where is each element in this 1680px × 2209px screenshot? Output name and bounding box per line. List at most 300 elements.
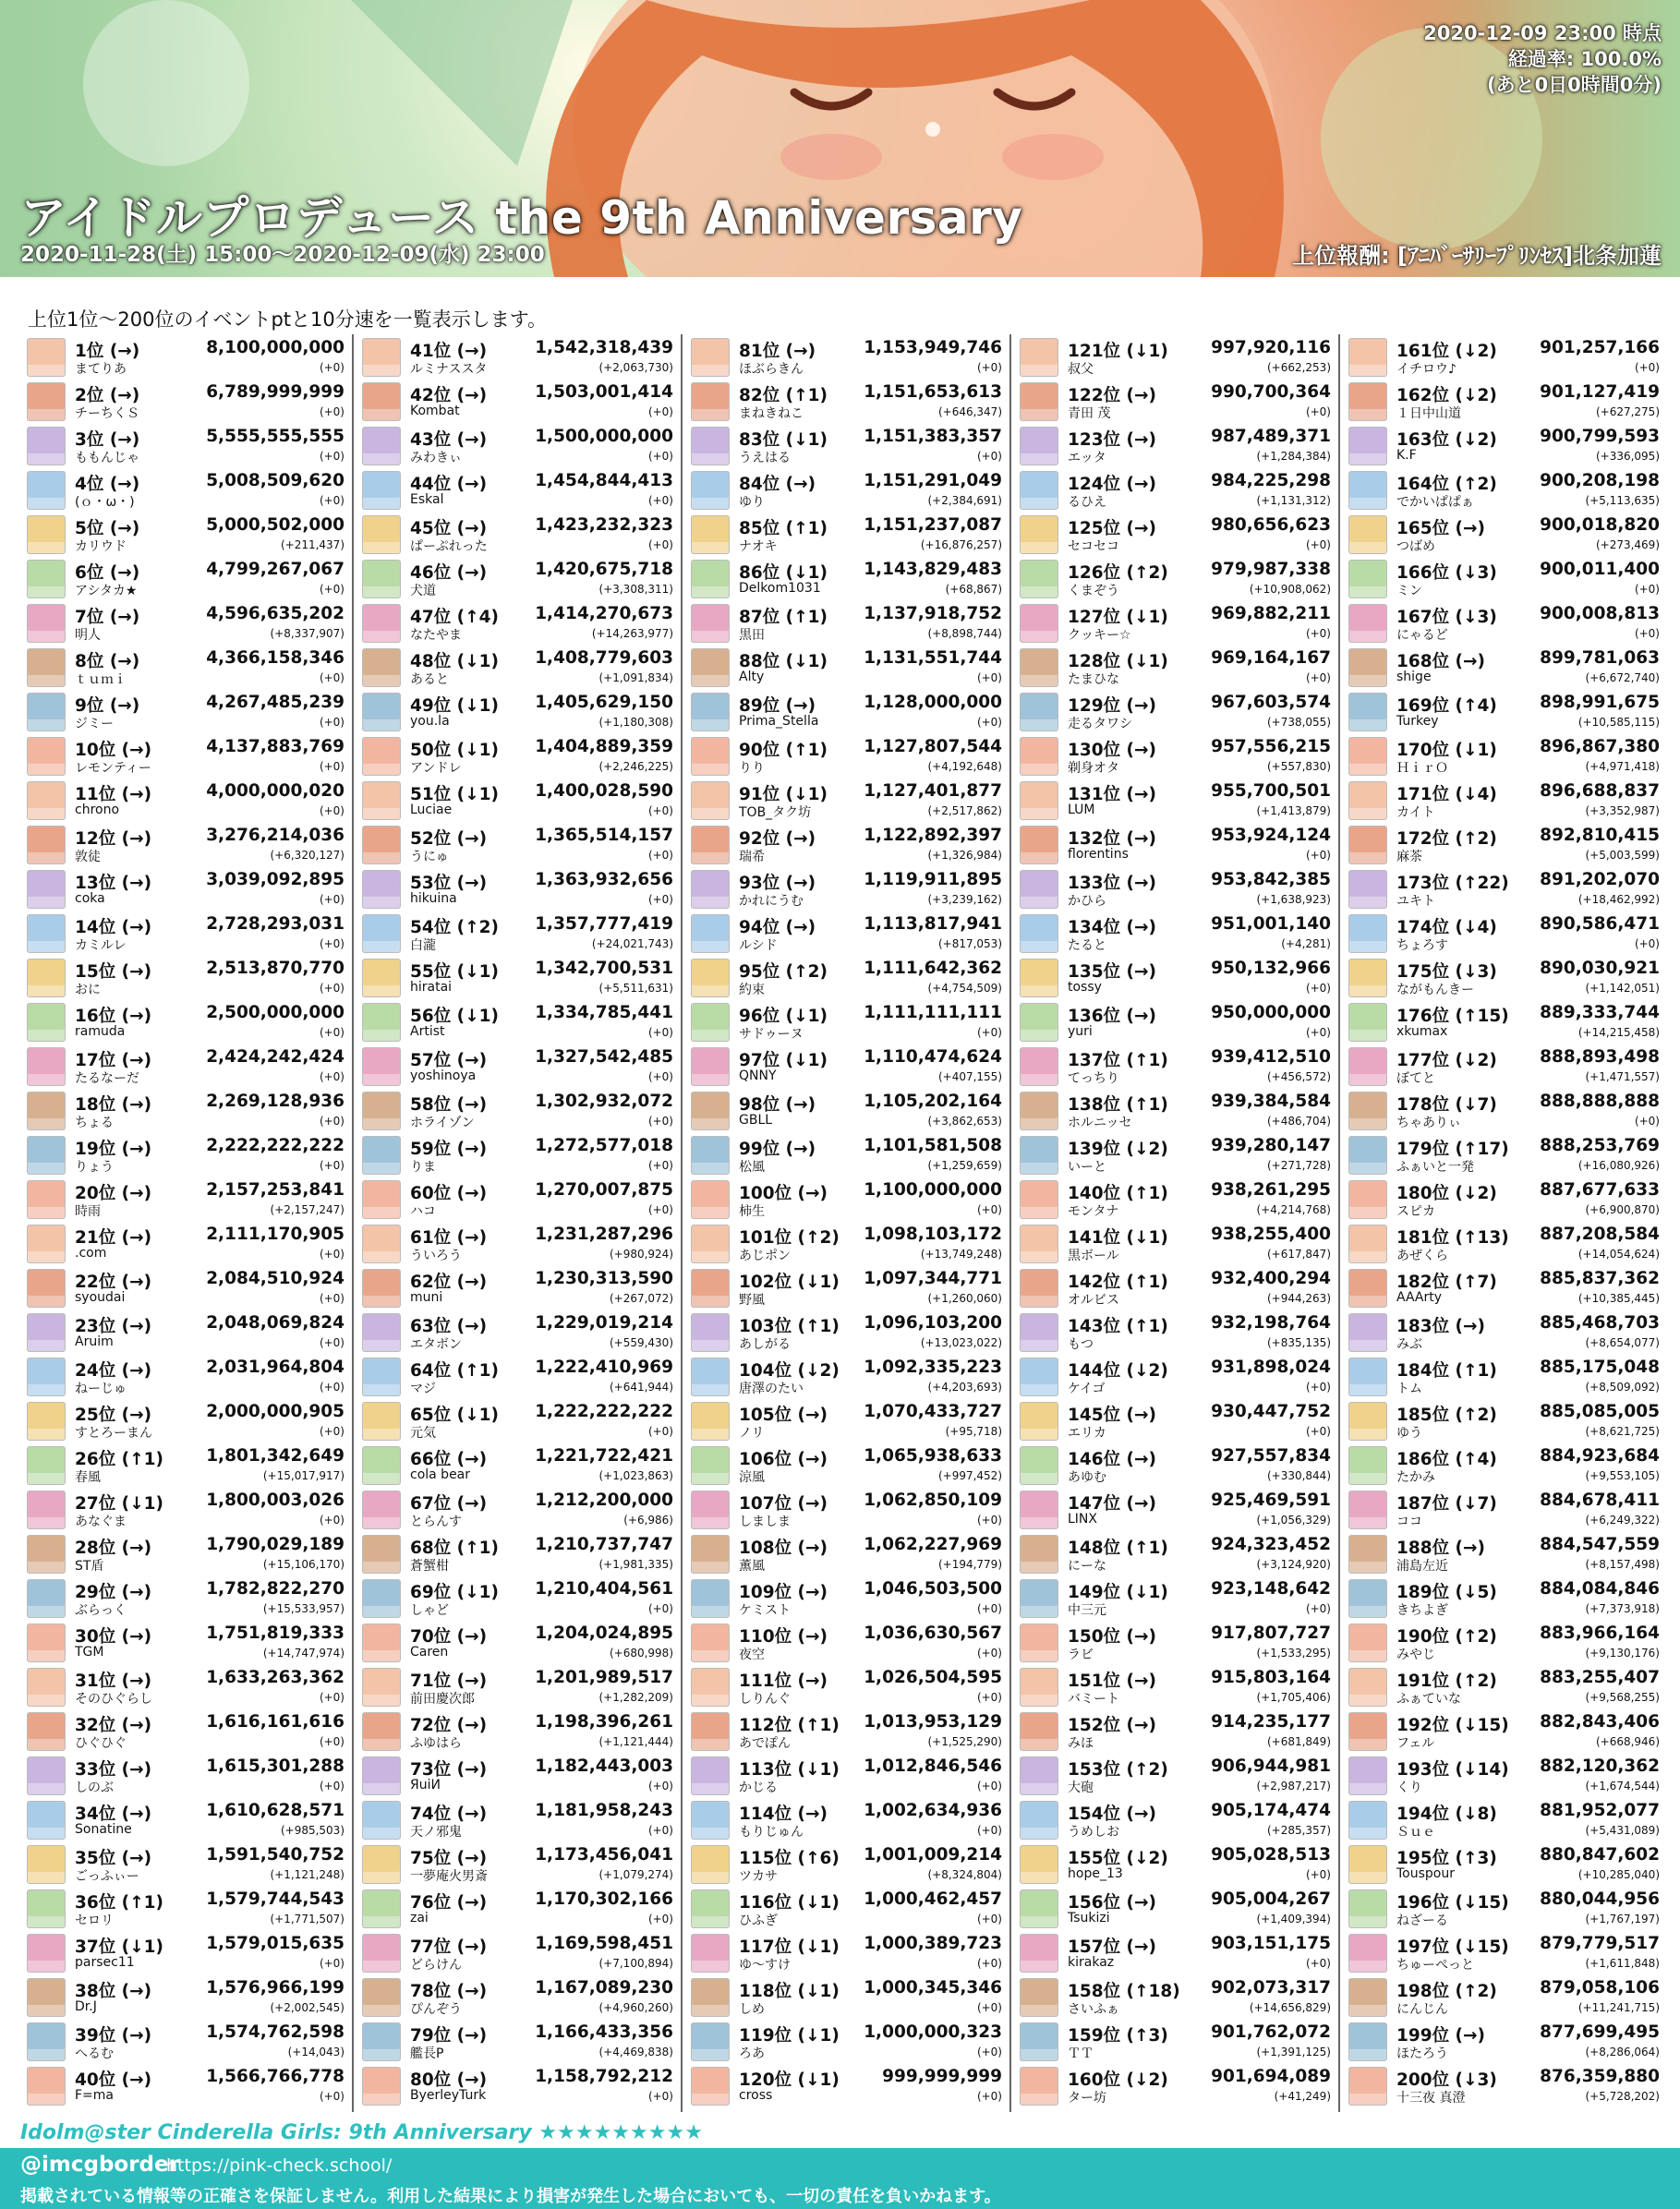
producer-name: 元気 — [410, 1426, 436, 1441]
rank-label: 142位 (↑1) — [1068, 1273, 1168, 1292]
event-points: 1,302,932,072 — [535, 1092, 673, 1111]
rank-label: 152位 (→) — [1068, 1716, 1156, 1735]
ranking-entry — [1345, 1177, 1663, 1221]
ranking-entry — [1016, 1442, 1335, 1487]
ten-minute-speed: (+1,533,295) — [1256, 1647, 1331, 1660]
ranking-entry — [687, 1708, 1006, 1753]
rank-label: 130位 (→) — [1068, 741, 1156, 760]
producer-name: バミート — [1068, 1692, 1119, 1707]
ten-minute-speed: (+944,263) — [1266, 1292, 1331, 1305]
producer-name: あなぐま — [75, 1515, 127, 1529]
ranking-entry — [687, 512, 1006, 556]
producer-avatar — [691, 1801, 730, 1840]
ranking-entry — [687, 999, 1006, 1044]
ten-minute-speed: (+1,121,248) — [270, 1868, 344, 1881]
event-points: 1,098,103,172 — [864, 1225, 1002, 1244]
producer-name: 柿生 — [739, 1204, 765, 1219]
ranking-entry — [1016, 999, 1335, 1044]
event-points: 879,058,106 — [1540, 1978, 1660, 1998]
ranking-entry — [1016, 689, 1335, 733]
producer-name: GBLL — [739, 1113, 773, 1128]
producer-avatar — [362, 1269, 401, 1308]
ten-minute-speed: (+2,063,730) — [598, 361, 673, 374]
ten-minute-speed: (+0) — [647, 1602, 673, 1615]
ten-minute-speed: (+0) — [976, 450, 1002, 463]
ranking-entry — [687, 379, 1006, 423]
site-url-link[interactable]: https://pink-check.school/ — [166, 2155, 393, 2176]
event-points: 1,151,237,087 — [864, 515, 1002, 535]
ranking-entry — [358, 1177, 677, 1221]
ranking-entry — [1016, 911, 1335, 955]
producer-name: チーちくＳ — [75, 406, 139, 421]
rank-label: 190位 (↑2) — [1396, 1627, 1497, 1647]
producer-name: 夜空 — [739, 1648, 765, 1662]
rank-label: 163位 (↓2) — [1396, 430, 1497, 450]
rank-label: 71位 (→) — [410, 1672, 488, 1691]
ranking-entry — [358, 423, 677, 467]
ranking-entry — [23, 600, 348, 645]
producer-name: エタボン — [410, 1337, 462, 1352]
ten-minute-speed: (+0) — [319, 1425, 344, 1438]
ten-minute-speed: (+2,157,247) — [270, 1203, 344, 1216]
rank-label: 102位 (↓1) — [739, 1273, 840, 1292]
event-points: 1,169,598,451 — [535, 1934, 673, 1953]
ten-minute-speed: (+1,409,394) — [1256, 1913, 1331, 1925]
producer-name: Aruim — [75, 1334, 114, 1349]
rank-label: 78位 (→) — [410, 1982, 488, 2001]
rank-label: 56位 (↓1) — [410, 1007, 499, 1026]
rank-label: 68位 (↑1) — [410, 1539, 499, 1558]
ranking-entry — [358, 866, 677, 911]
event-points: 901,694,089 — [1211, 2067, 1331, 2086]
ten-minute-speed: (+0) — [647, 1070, 673, 1083]
ten-minute-speed: (+14,054,624) — [1577, 1248, 1660, 1261]
ten-minute-speed: (+1,771,507) — [270, 1913, 344, 1925]
ten-minute-speed: (+68,867) — [945, 583, 1002, 596]
rank-label: 91位 (↓1) — [739, 785, 828, 804]
ranking-entry — [358, 1841, 677, 1886]
ranking-entry — [358, 2019, 677, 2063]
rank-label: 178位 (↓7) — [1396, 1095, 1497, 1115]
ranking-entry — [358, 1930, 677, 1974]
producer-avatar — [27, 1579, 66, 1618]
producer-name: にゃるど — [1396, 628, 1448, 643]
event-points: 1,131,551,744 — [864, 648, 1002, 668]
producer-name: ツカサ — [739, 1869, 778, 1884]
ten-minute-speed: (+1,413,879) — [1256, 804, 1331, 817]
rank-label: 165位 (→) — [1396, 519, 1485, 538]
rank-label: 3位 (→) — [75, 430, 140, 450]
ten-minute-speed: (+0) — [976, 1913, 1002, 1925]
producer-name: まねきねこ — [739, 406, 804, 421]
producer-avatar — [1348, 560, 1387, 598]
ranking-entry — [23, 1132, 348, 1177]
rank-label: 27位 (↓1) — [75, 1494, 163, 1514]
ten-minute-speed: (+6,900,870) — [1585, 1203, 1660, 1216]
producer-avatar — [27, 1756, 66, 1795]
rank-label: 32位 (→) — [75, 1716, 152, 1735]
ten-minute-speed: (+1,638,923) — [1256, 893, 1331, 906]
ranking-entry — [23, 1620, 348, 1664]
producer-name: いーと — [1068, 1160, 1106, 1175]
event-points: 896,867,380 — [1540, 737, 1660, 756]
ten-minute-speed: (+13,749,248) — [920, 1248, 1002, 1261]
rank-label: 199位 (→) — [1396, 2026, 1485, 2046]
rank-label: 162位 (↓2) — [1396, 386, 1497, 405]
producer-avatar — [362, 1934, 401, 1973]
ranking-entry — [1016, 1841, 1335, 1886]
producer-avatar — [1020, 737, 1058, 776]
producer-avatar — [1020, 1358, 1058, 1396]
rank-label: 137位 (↑1) — [1068, 1051, 1168, 1070]
producer-name: ユキト — [1396, 894, 1435, 909]
producer-avatar — [27, 870, 66, 909]
rank-label: 94位 (→) — [739, 918, 816, 937]
producer-name: ぱーぷれった — [410, 539, 488, 554]
ranking-entry — [358, 1044, 677, 1088]
ten-minute-speed: (+1,056,329) — [1256, 1514, 1331, 1527]
producer-name: ホルニッセ — [1068, 1116, 1132, 1130]
ten-minute-speed: (+0) — [1305, 1602, 1331, 1615]
producer-avatar — [1348, 338, 1387, 377]
event-points: 1,751,819,333 — [206, 1624, 344, 1643]
event-points: 969,882,211 — [1211, 604, 1331, 623]
ten-minute-speed: (+0) — [319, 1248, 344, 1261]
producer-name: shige — [1396, 670, 1432, 684]
producer-name: 春風 — [75, 1470, 101, 1485]
producer-avatar — [1348, 1047, 1387, 1086]
event-points: 979,987,338 — [1211, 560, 1331, 579]
event-points: 953,842,385 — [1211, 870, 1331, 889]
ranking-entry — [358, 999, 677, 1044]
event-points: 1,002,634,936 — [864, 1801, 1002, 1820]
producer-avatar — [1348, 1225, 1387, 1263]
rank-label: 115位 (↑6) — [739, 1849, 840, 1868]
producer-name: くり — [1396, 1780, 1422, 1795]
rank-label: 131位 (→) — [1068, 785, 1156, 804]
producer-name: hope_13 — [1068, 1866, 1123, 1881]
ten-minute-speed: (+8,898,744) — [927, 627, 1002, 640]
event-points: 1,181,958,243 — [535, 1801, 673, 1820]
producer-avatar — [1020, 560, 1058, 598]
event-points: 980,656,623 — [1211, 515, 1331, 535]
rank-label: 93位 (→) — [739, 874, 816, 893]
producer-name: イチロウ♪ — [1396, 362, 1456, 377]
ten-minute-speed: (+9,553,105) — [1585, 1469, 1660, 1482]
producer-avatar — [1020, 648, 1058, 687]
event-points: 1,105,202,164 — [864, 1092, 1002, 1111]
twitter-handle-link[interactable]: @imcgborder — [20, 2153, 179, 2177]
producer-name: ゆう — [1396, 1426, 1422, 1441]
rank-label: 141位 (↓1) — [1068, 1228, 1168, 1248]
producer-avatar — [691, 1092, 730, 1130]
producer-avatar — [1348, 1624, 1387, 1662]
producer-avatar — [691, 1003, 730, 1042]
rank-label: 103位 (↑1) — [739, 1317, 840, 1336]
period-info — [1423, 20, 1662, 98]
rank-label: 38位 (→) — [75, 1982, 152, 2001]
ten-minute-speed: (+1,282,209) — [598, 1691, 673, 1704]
ranking-entry — [687, 778, 1006, 822]
ten-minute-speed: (+5,431,089) — [1585, 1824, 1660, 1837]
producer-avatar — [691, 1225, 730, 1263]
ten-minute-speed: (+0) — [319, 1691, 344, 1704]
ten-minute-speed: (+1,705,406) — [1256, 1691, 1331, 1704]
ranking-entry — [1345, 1354, 1663, 1398]
rank-label: 44位 (→) — [410, 475, 488, 494]
rank-label: 154位 (→) — [1068, 1805, 1156, 1824]
ranking-entry — [1016, 1708, 1335, 1753]
producer-avatar — [362, 1225, 401, 1263]
rank-label: 19位 (→) — [75, 1140, 152, 1159]
ranking-entry — [1345, 999, 1663, 1044]
producer-avatar — [1020, 1535, 1058, 1574]
rank-label: 123位 (→) — [1068, 430, 1156, 450]
producer-avatar — [362, 1180, 401, 1219]
producer-avatar — [691, 1624, 730, 1662]
producer-name: うめしお — [1068, 1825, 1119, 1840]
event-points: 1,365,514,157 — [535, 826, 673, 845]
event-points: 1,363,932,656 — [535, 870, 673, 889]
ten-minute-speed: (+0) — [319, 1336, 344, 1349]
ranking-entry — [358, 1664, 677, 1708]
ranking-entry — [1345, 1088, 1663, 1132]
producer-name: ほぶらきん — [739, 362, 804, 377]
ten-minute-speed: (+0) — [1634, 937, 1660, 950]
ranking-entry — [1345, 1664, 1663, 1708]
ranking-entry — [1016, 1398, 1335, 1442]
event-points: 925,469,591 — [1211, 1491, 1331, 1510]
ten-minute-speed: (+16,080,926) — [1577, 1159, 1660, 1172]
producer-avatar — [1348, 427, 1387, 465]
ranking-entry — [23, 467, 348, 512]
event-points: 1,800,003,026 — [206, 1491, 344, 1510]
ranking-entry — [1345, 1265, 1663, 1310]
ten-minute-speed: (+1,260,060) — [927, 1292, 1002, 1305]
ten-minute-speed: (+0) — [1305, 982, 1331, 995]
ten-minute-speed: (+285,357) — [1266, 1824, 1331, 1837]
producer-name: カリウド — [75, 539, 127, 554]
event-points: 879,779,517 — [1540, 1934, 1660, 1953]
rank-label: 100位 (→) — [739, 1184, 828, 1203]
producer-avatar — [1348, 1269, 1387, 1308]
producer-avatar — [362, 471, 401, 510]
producer-avatar — [362, 826, 401, 864]
event-points: 4,596,635,202 — [206, 604, 344, 623]
ranking-entry — [1016, 556, 1335, 600]
producer-name: ちゃありぃ — [1396, 1116, 1461, 1130]
ten-minute-speed: (+95,718) — [945, 1425, 1002, 1438]
ten-minute-speed: (+0) — [647, 1425, 673, 1438]
rank-label: 184位 (↑1) — [1396, 1361, 1497, 1381]
event-points: 905,028,513 — [1211, 1845, 1331, 1865]
remaining-time: (あと0日0時間0分) — [1486, 74, 1662, 96]
ranking-entry — [1016, 1088, 1335, 1132]
event-points: 1,610,628,571 — [206, 1801, 344, 1820]
producer-avatar — [362, 604, 401, 643]
producer-name: Turkey — [1396, 714, 1439, 729]
ranking-entry — [687, 822, 1006, 866]
rank-label: 122位 (→) — [1068, 386, 1156, 405]
ten-minute-speed: (+271,728) — [1266, 1159, 1331, 1172]
ten-minute-speed: (+13,023,022) — [920, 1336, 1002, 1349]
event-points: 885,837,362 — [1540, 1269, 1660, 1288]
producer-name: 天ノ邪鬼 — [410, 1825, 462, 1840]
rank-label: 112位 (↑1) — [739, 1716, 840, 1735]
ten-minute-speed: (+8,337,907) — [270, 627, 344, 640]
rank-label: 119位 (↓1) — [739, 2026, 840, 2046]
ten-minute-speed: (+273,469) — [1595, 538, 1660, 551]
producer-avatar — [1020, 1756, 1058, 1795]
ranking-entry — [1016, 512, 1335, 556]
ranking-entry — [358, 911, 677, 955]
producer-name: つばめ — [1396, 539, 1435, 554]
producer-name: coka — [75, 891, 105, 906]
ten-minute-speed: (+9,130,176) — [1585, 1647, 1660, 1660]
producer-name: みほ — [1068, 1736, 1094, 1751]
ranking-entry — [358, 1575, 677, 1620]
rank-label: 23位 (→) — [75, 1317, 152, 1336]
producer-avatar — [362, 1047, 401, 1086]
rank-label: 8位 (→) — [75, 652, 140, 671]
ten-minute-speed: (+0) — [1305, 1425, 1331, 1438]
producer-name: もりじゅん — [739, 1825, 804, 1840]
producer-avatar — [691, 1136, 730, 1175]
event-points: 900,018,820 — [1540, 515, 1660, 535]
producer-avatar — [27, 1136, 66, 1175]
ten-minute-speed: (+1,023,863) — [598, 1469, 673, 1482]
producer-avatar — [1348, 1668, 1387, 1707]
ranking-entry — [687, 955, 1006, 999]
producer-avatar — [362, 515, 401, 554]
ten-minute-speed: (+3,239,162) — [927, 893, 1002, 906]
rank-label: 104位 (↓2) — [739, 1361, 840, 1381]
ranking-entry — [1345, 911, 1663, 955]
event-points: 1,591,540,752 — [206, 1845, 344, 1865]
rank-label: 126位 (↑2) — [1068, 563, 1168, 583]
rank-label: 189位 (↓5) — [1396, 1583, 1497, 1602]
ten-minute-speed: (+1,284,384) — [1256, 450, 1331, 463]
ranking-entry — [687, 1797, 1006, 1841]
rank-label: 25位 (→) — [75, 1406, 152, 1425]
ten-minute-speed: (+407,155) — [937, 1070, 1002, 1083]
producer-avatar — [362, 1712, 401, 1751]
event-points: 6,789,999,999 — [206, 382, 344, 402]
rank-label: 135位 (→) — [1068, 962, 1156, 982]
producer-name: cola bear — [410, 1467, 471, 1482]
event-points: 967,603,574 — [1211, 693, 1331, 712]
ranking-entry — [358, 1310, 677, 1354]
event-points: 969,164,167 — [1211, 648, 1331, 668]
ten-minute-speed: (+0) — [1305, 1026, 1331, 1039]
producer-avatar — [27, 1624, 66, 1662]
rank-label: 20位 (→) — [75, 1184, 152, 1203]
event-points: 898,991,675 — [1540, 693, 1660, 712]
producer-avatar — [1020, 471, 1058, 510]
producer-name: Artist — [410, 1024, 445, 1039]
event-points: 1,500,000,000 — [535, 427, 673, 446]
ten-minute-speed: (+0) — [647, 405, 673, 418]
producer-name: ちゅーぺっと — [1396, 1958, 1474, 1973]
producer-avatar — [691, 1491, 730, 1529]
ranking-entry — [358, 1797, 677, 1841]
producer-avatar — [1348, 604, 1387, 643]
ranking-entry — [687, 1265, 1006, 1310]
event-points: 1,062,850,109 — [864, 1491, 1002, 1510]
event-points: 887,208,584 — [1540, 1225, 1660, 1244]
producer-avatar — [362, 648, 401, 687]
ten-minute-speed: (+817,053) — [937, 937, 1002, 950]
ranking-entry — [687, 1531, 1006, 1575]
ten-minute-speed: (+0) — [319, 1780, 344, 1793]
producer-avatar — [27, 1269, 66, 1308]
producer-avatar — [691, 515, 730, 554]
producer-name: Delkom1031 — [739, 581, 821, 596]
producer-name: セロリ — [75, 1913, 114, 1928]
event-points: 1,212,200,000 — [535, 1491, 673, 1510]
event-points: 890,030,921 — [1540, 959, 1660, 978]
ranking-column — [1009, 334, 1338, 2112]
event-points: 888,893,498 — [1540, 1047, 1660, 1067]
ten-minute-speed: (+0) — [319, 671, 344, 684]
event-points: 4,366,158,346 — [206, 648, 344, 668]
ranking-entry — [687, 866, 1006, 911]
ranking-entry — [1016, 733, 1335, 778]
rank-label: 143位 (↑1) — [1068, 1317, 1168, 1336]
producer-name: ほたろう — [1396, 2046, 1448, 2061]
event-points: 1,158,792,212 — [535, 2067, 673, 2086]
ten-minute-speed: (+0) — [976, 2046, 1002, 2058]
producer-name: ホライゾン — [410, 1116, 475, 1130]
ranking-entry — [358, 1132, 677, 1177]
producer-avatar — [27, 1535, 66, 1574]
rank-label: 40位 (→) — [75, 2070, 152, 2090]
rank-label: 49位 (↓1) — [410, 696, 499, 716]
ten-minute-speed: (+681,849) — [1266, 1735, 1331, 1748]
rank-label: 109位 (→) — [739, 1583, 828, 1602]
producer-name: ナオキ — [739, 539, 778, 554]
producer-avatar — [691, 1978, 730, 2017]
ten-minute-speed: (+0) — [1634, 361, 1660, 374]
ranking-entry — [687, 1044, 1006, 1088]
producer-name: サドゥーヌ — [739, 1027, 804, 1042]
producer-avatar — [1348, 1889, 1387, 1928]
producer-name: にんじん — [1396, 2002, 1448, 2017]
producer-avatar — [1348, 1136, 1387, 1175]
rank-label: 191位 (↑2) — [1396, 1672, 1497, 1691]
ranking-entry — [1345, 733, 1663, 778]
ten-minute-speed: (+0) — [319, 937, 344, 950]
ten-minute-speed: (+14,263,977) — [591, 627, 673, 640]
producer-name: ふゆはら — [410, 1736, 462, 1751]
ranking-entry — [23, 334, 348, 379]
ranking-entry — [23, 2063, 348, 2107]
rank-label: 166位 (↓3) — [1396, 563, 1497, 583]
producer-avatar — [27, 781, 66, 820]
producer-name: ういろう — [410, 1249, 462, 1263]
producer-name: AAArty — [1396, 1290, 1443, 1305]
rank-label: 84位 (→) — [739, 475, 816, 494]
ten-minute-speed: (+0) — [319, 2090, 344, 2103]
ranking-entry — [687, 1398, 1006, 1442]
event-points: 990,700,364 — [1211, 382, 1331, 402]
producer-avatar — [1348, 515, 1387, 554]
ranking-grid — [23, 334, 1667, 2112]
ten-minute-speed: (+0) — [647, 1780, 673, 1793]
ten-minute-speed: (+559,430) — [609, 1336, 673, 1349]
producer-avatar — [1348, 1756, 1387, 1795]
ranking-entry — [1016, 467, 1335, 512]
